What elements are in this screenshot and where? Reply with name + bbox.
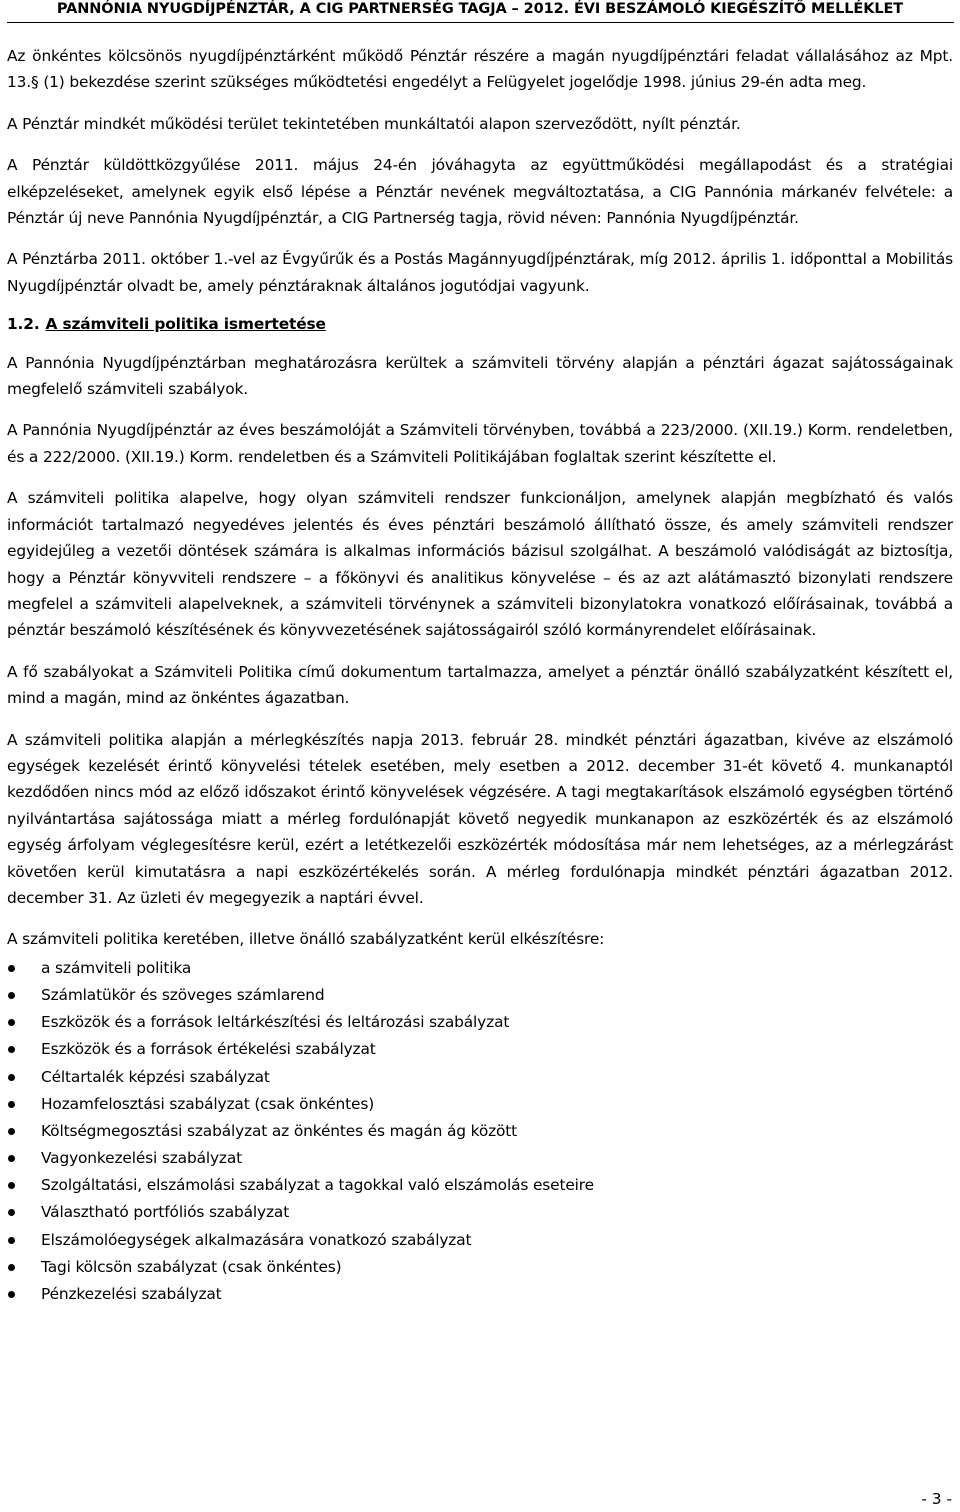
bullet-icon (8, 992, 15, 999)
paragraph-main-rules: A fő szabályokat a Számviteli Politika című dokumentum tartalmazza, amelyet a pénztár önálló szabályzatként készített el, mind a magán, mind az önkéntes ágazatban. (7, 662, 953, 708)
bullet-icon (8, 1155, 15, 1162)
list-item: a számviteli politika (7, 955, 953, 982)
paragraph-mergers: A Pénztárba 2011. október 1.-vel az Évgyűrűk és a Postás Magánnyugdíjpénztárak, míg 2012. április 1. időponttal a Mobilitás Nyugdíjpénztár olvadt be, amely pénztáraknak általános jogutódjai vagyunk. (7, 250, 953, 295)
paragraph-accounting-rules: A Pannónia Nyugdíjpénztárban meghatározásra kerültek a számviteli törvény alapján a pénztári ágazat sajátosságainak megfelelő számviteli szabályok. (7, 353, 953, 399)
paragraph-accounting-principle: A számviteli politika alapelve, hogy olyan számviteli rendszer funkcionáljon, amelynek alapján megbízható és valós információt tartalmazó negyedéves jelentés és éves pénztári beszámoló állítható össze, és amely számviteli rendszer egyidejűleg a vezetői döntések számára is alkalmas információs bázisul szolgálhat. A beszámoló valódiságát az biztosítja, hogy a Pénztár könyvviteli rendszere – a főkönyvi és analitikus könyvelése – és az azt alátámasztó bizonylati rendszere megfelel a számviteli alapelveknek, a számviteli törvénynek a számviteli bizonylatokra vonatkozó előírásainak, továbbá a pénztár beszámoló készítésének és könyvvezetésének sajátosságairól szóló kormányrendelet előírásainak. (7, 489, 953, 640)
bullet-icon (8, 1209, 15, 1216)
bullet-icon (8, 1101, 15, 1108)
bullet-icon (8, 1074, 15, 1081)
list-item: Eszközök és a források leltárkészítési és leltározási szabályzat (7, 1009, 953, 1036)
list-item: Szolgáltatási, elszámolási szabályzat a tagokkal való elszámolás eseteire (7, 1172, 953, 1199)
list-item: Céltartalék képzési szabályzat (7, 1064, 953, 1091)
document-body (7, 43, 953, 1308)
list-item: Hozamfelosztási szabályzat (csak önkéntes) (7, 1091, 953, 1118)
list-item: Választható portfóliós szabályzat (7, 1199, 953, 1226)
running-header: PANNÓNIA NYUGDÍJPÉNZTÁR, A CIG PARTNERSÉG TAGJA – 2012. ÉVI BESZÁMOLÓ KIEGÉSZÍTŐ MELLÉKLET (56, 1, 904, 17)
paragraph-balance-date: A számviteli politika alapján a mérlegkészítés napja 2013. február 28. mindkét pénztári ágazatban, kivéve az elszámoló egységek kezelését érintő könyvelési tételek esetében, mely esetben a 2012. december 31-ét követő 4. munkanaptól kezdődően nincs mód az előző időszakot érintő könyvelések végzésére. A tagi megtakarítások elszámoló egységben történő nyilvántartása sajátossága miatt a mérleg fordulónapját követő negyedik munkanapon az eszközérték és az elszámoló egység árfolyam véglegesítésre kerül, ezért a letétkezelői eszközérték módosítása már nem lehetséges, az a mérlegzárást követően kerül kimutatásra a napi eszközértékelés során. A mérleg fordulónapja mindkét pénztári ágazatban 2012. december 31. Az üzleti év megegyezik a naptári évvel. (7, 730, 953, 907)
list-item: Vagyonkezelési szabályzat (7, 1145, 953, 1172)
list-item: Pénzkezelési szabályzat (7, 1281, 953, 1308)
paragraph-license: Az önkéntes kölcsönös nyugdíjpénztárként működő Pénztár részére a magán nyugdíjpénztári feladat vállalásához az Mpt. 13.§ (1) bekezdése szerint szükséges működtetési engedélyt a Felügyelet jogelődje 1998. június 29-én adta meg. (7, 47, 953, 92)
section-heading (7, 311, 953, 337)
bullet-icon (8, 1128, 15, 1135)
bullet-icon (8, 1046, 15, 1053)
bullet-icon (8, 965, 15, 972)
paragraph-name-change: A Pénztár küldöttközgyűlése 2011. május 24-én jóváhagyta az együttműködési megállapodást és a stratégiai elképzeléseket, amelynek egyik első lépése a Pénztár nevének megváltoztatása, a CIG Pannónia márkanév felvétele: a Pénztár új neve Pannónia Nyugdíjpénztár, a CIG Partnerség tagja, rövid néven: Pannónia Nyugdíjpénztár. (7, 156, 953, 228)
bullet-icon (8, 1291, 15, 1298)
list-item: Tagi kölcsön szabályzat (csak önkéntes) (7, 1254, 953, 1281)
section-number: 1.2. (7, 315, 40, 334)
list-item: Számlatükör és szöveges számlarend (7, 982, 953, 1009)
page-number: - 3 - (921, 1490, 952, 1508)
list-item: Költségmegosztási szabályzat az önkéntes és magán ág között (7, 1118, 953, 1145)
bullet-icon (8, 1019, 15, 1026)
paragraph-list-intro: A számviteli politika keretében, illetve önálló szabályzatként kerül elkészítésre: (7, 930, 605, 949)
list-item: Eszközök és a források értékelési szabályzat (7, 1036, 953, 1063)
header-rule (7, 22, 954, 23)
regulations-list (7, 955, 953, 1308)
paragraph-open-fund: A Pénztár mindkét működési terület tekintetében munkáltatói alapon szerveződött, nyílt pénztár. (7, 114, 741, 133)
paragraph-annual-report: A Pannónia Nyugdíjpénztár az éves beszámolóját a Számviteli törvényben, továbbá a 223/2000. (XII.19.) Korm. rendeletben, és a 222/2000. (XII.19.) Korm. rendeletben és a Számviteli Politikájában foglaltak szerint készítette el. (7, 421, 953, 466)
bullet-icon (8, 1264, 15, 1271)
bullet-icon (8, 1182, 15, 1189)
section-title: A számviteli politika ismertetése (45, 315, 326, 334)
list-item: Elszámolóegységek alkalmazására vonatkozó szabályzat (7, 1227, 953, 1254)
bullet-icon (8, 1237, 15, 1244)
